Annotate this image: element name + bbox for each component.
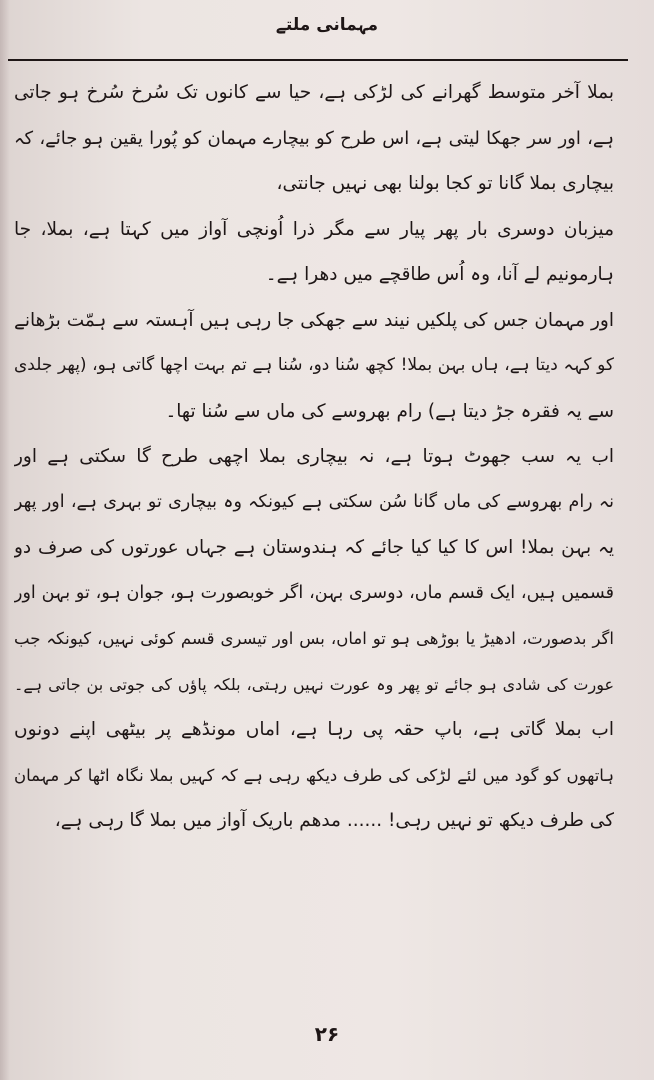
text-line: یہ بہن بملا! اس کا کیا کیا جائے کہ ہندوستان ہے جہاں عورتوں کی صرف دو xyxy=(14,537,614,558)
text-line: اور مہمان جس کی پلکیں نیند سے جھکی جا رہی ہیں آہستہ سے ہمّت بڑھانے xyxy=(14,309,614,331)
text-line: بیچاری بملا گانا تو کجا بولنا بھی نہیں جانتی، xyxy=(276,173,614,194)
text-line: نہ رام بھروسے کی ماں گانا سُن سکتی ہے کیونکہ وہ بیچاری تو بہری ہے، اور پھر xyxy=(14,491,614,512)
text-line: اب یہ سب جھوٹ ہوتا ہے، نہ بیچاری بملا اچھی طرح گا سکتی ہے اور xyxy=(14,446,614,467)
text-line: کی طرف دیکھ تو نہیں رہی! ...... مدھم باریک آواز میں بملا گا رہی ہے، xyxy=(54,810,614,831)
text-line: ہارمونیم لے آنا، وہ اُس طاقچے میں دھرا ہے۔ xyxy=(265,264,614,285)
page-binding-shadow xyxy=(0,0,10,1080)
text-line: عورت کی شادی ہو جائے تو پھر وہ عورت نہیں رہتی، بلکہ پاؤں کی جوتی بن جاتی ہے۔ xyxy=(14,674,614,694)
body-text xyxy=(14,70,614,844)
text-line: ہاتھوں کو گود میں لئے لڑکی کی طرف دیکھ رہی ہے کہ کہیں بملا نگاہ اٹھا کر مہمان xyxy=(14,765,614,785)
text-line: کو کہہ دیتا ہے، ہاں بہن بملا! کچھ سُنا دو، سُنا ہے تم بہت اچھا گاتی ہو، (پھر جلدی xyxy=(14,355,614,375)
text-line: اب بملا گاتی ہے، باپ حقہ پی رہا ہے، اماں مونڈھے پر بیٹھی اپنے دونوں xyxy=(14,719,614,740)
page-number: ۲۶ xyxy=(314,1022,340,1046)
text-line: ہے، اور سر جھکا لیتی ہے، اس طرح کو بیچارے مہمان کو پُورا یقین ہو جائے، کہ xyxy=(14,127,614,149)
header-rule xyxy=(8,59,628,61)
text-line: بملا آخر متوسط گھرانے کی لڑکی ہے، حیا سے کانوں تک سُرخ سُرخ ہو جاتی xyxy=(14,82,614,103)
running-header: مہمانی ملتے xyxy=(275,15,379,35)
text-line: قسمیں ہیں، ایک قسم ماں، دوسری بہن، اگر خوبصورت ہو، جوان ہو، تو بہن اور xyxy=(14,582,614,603)
text-line: اگر بدصورت، ادھیڑ یا بوڑھی ہو تو اماں، بس اور تیسری قسم کوئی نہیں، کیونکہ جب xyxy=(14,629,614,648)
text-line: سے یہ فقرہ جڑ دیتا ہے) رام بھروسے کی ماں سے سُنا تھا۔ xyxy=(165,400,614,422)
text-line: میزبان دوسری بار پھر پیار سے مگر ذرا اُونچی آواز میں کہتا ہے، بملا، جا xyxy=(14,218,614,240)
